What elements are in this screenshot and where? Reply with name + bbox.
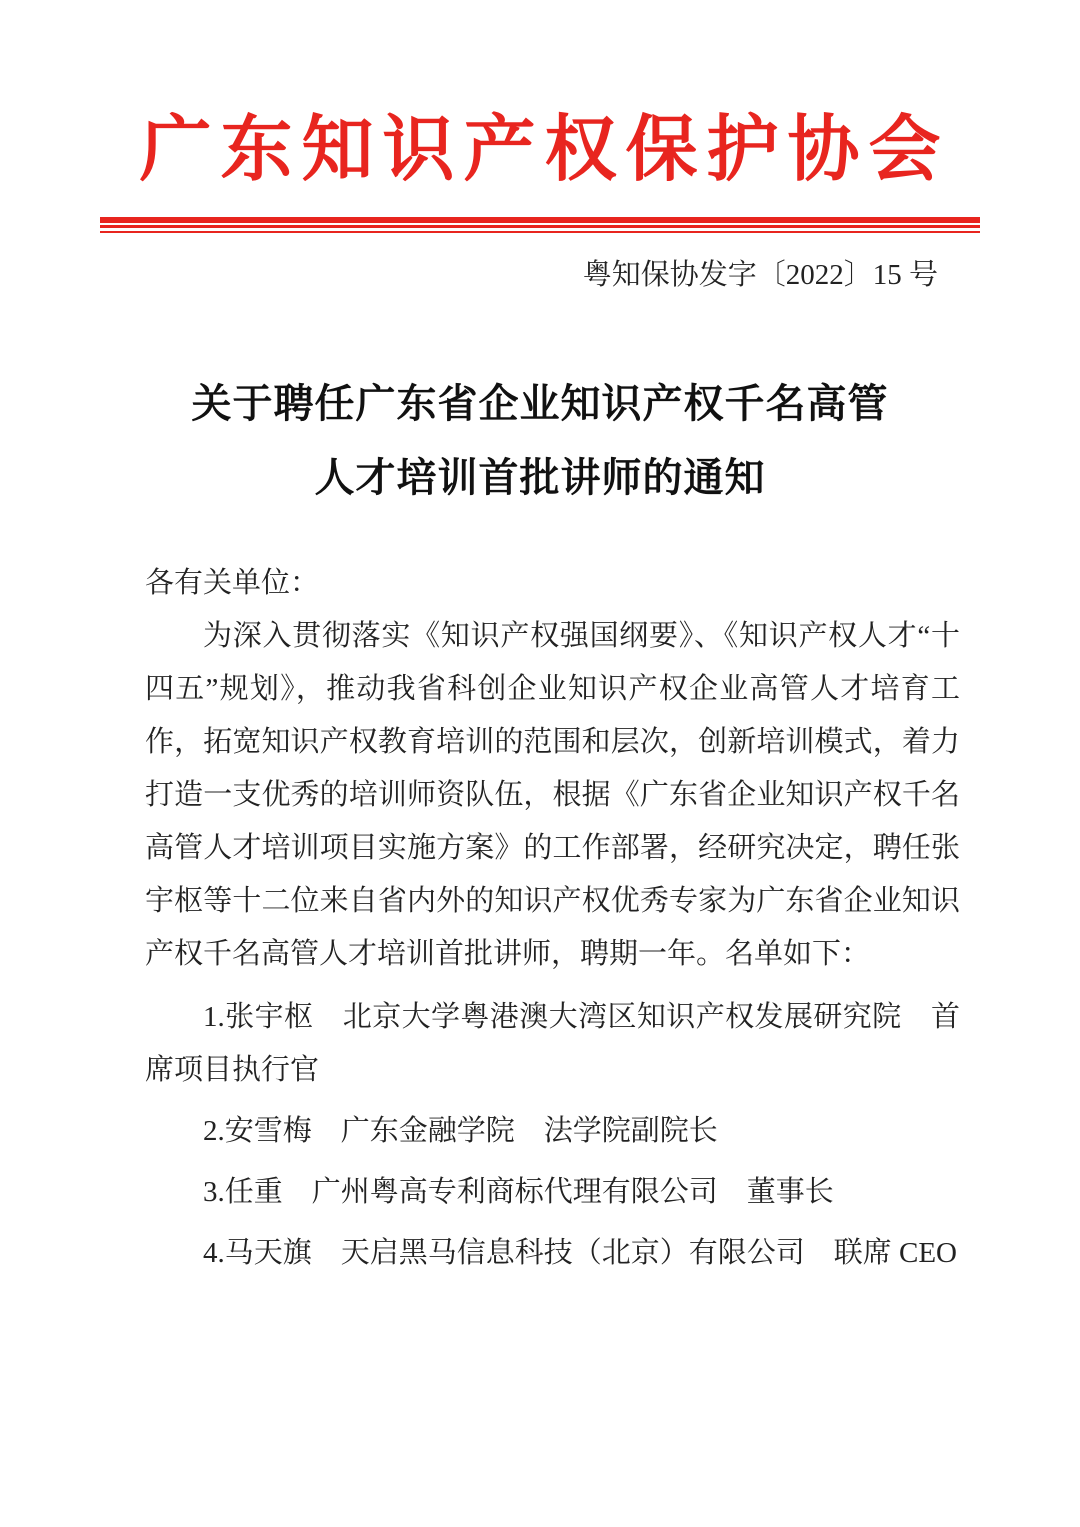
- red-separator-line-thick: [100, 217, 980, 223]
- doc-number: 粤知保协发字〔2022〕15 号: [582, 259, 938, 291]
- lecturer-item: 3.任重 广州粤高专利商标代理有限公司 董事长: [203, 1176, 834, 1208]
- lecturer-item: 4.马天旗 天启黑马信息科技（北京）有限公司 联席 CEO: [203, 1237, 958, 1269]
- org-name: 广东知识产权保护协会: [139, 110, 950, 190]
- red-separator-line-medium: [100, 225, 980, 228]
- document-body: [0, 557, 1080, 1280]
- notice-title-line2: 人才培训首批讲师的通知: [314, 455, 766, 500]
- notice-title-line1: 关于聘任广东省企业知识产权千名高管: [191, 381, 889, 426]
- notice-title: [0, 367, 1080, 515]
- lecturer-item: 2.安雪梅 广东金融学院 法学院副院长: [203, 1115, 718, 1147]
- red-separator-line-thin: [100, 231, 980, 233]
- lecturer-item: 1.张宇枢 北京大学粤港澳大湾区知识产权发展研究院 首席项目执行官: [145, 1001, 960, 1086]
- salutation: 各有关单位：: [145, 567, 320, 599]
- red-separator: [100, 217, 980, 233]
- body-paragraph: 为深入贯彻落实《知识产权强国纲要》、《知识产权人才“十四五”规划》，推动我省科创企业知识产权企业高管人才培育工作，拓宽知识产权教育培训的范围和层次，创新培训模式，着力打造一支优秀的培训师资队伍，根据《广东省企业知识产权千名高管人才培训项目实施方案》的工作部署，经研究决定，聘任张宇枢等十二位来自省内外的知识产权优秀专家为广东省企业知识产权千名高管人才培训首批讲师，聘期一年。名单如下：: [145, 620, 960, 970]
